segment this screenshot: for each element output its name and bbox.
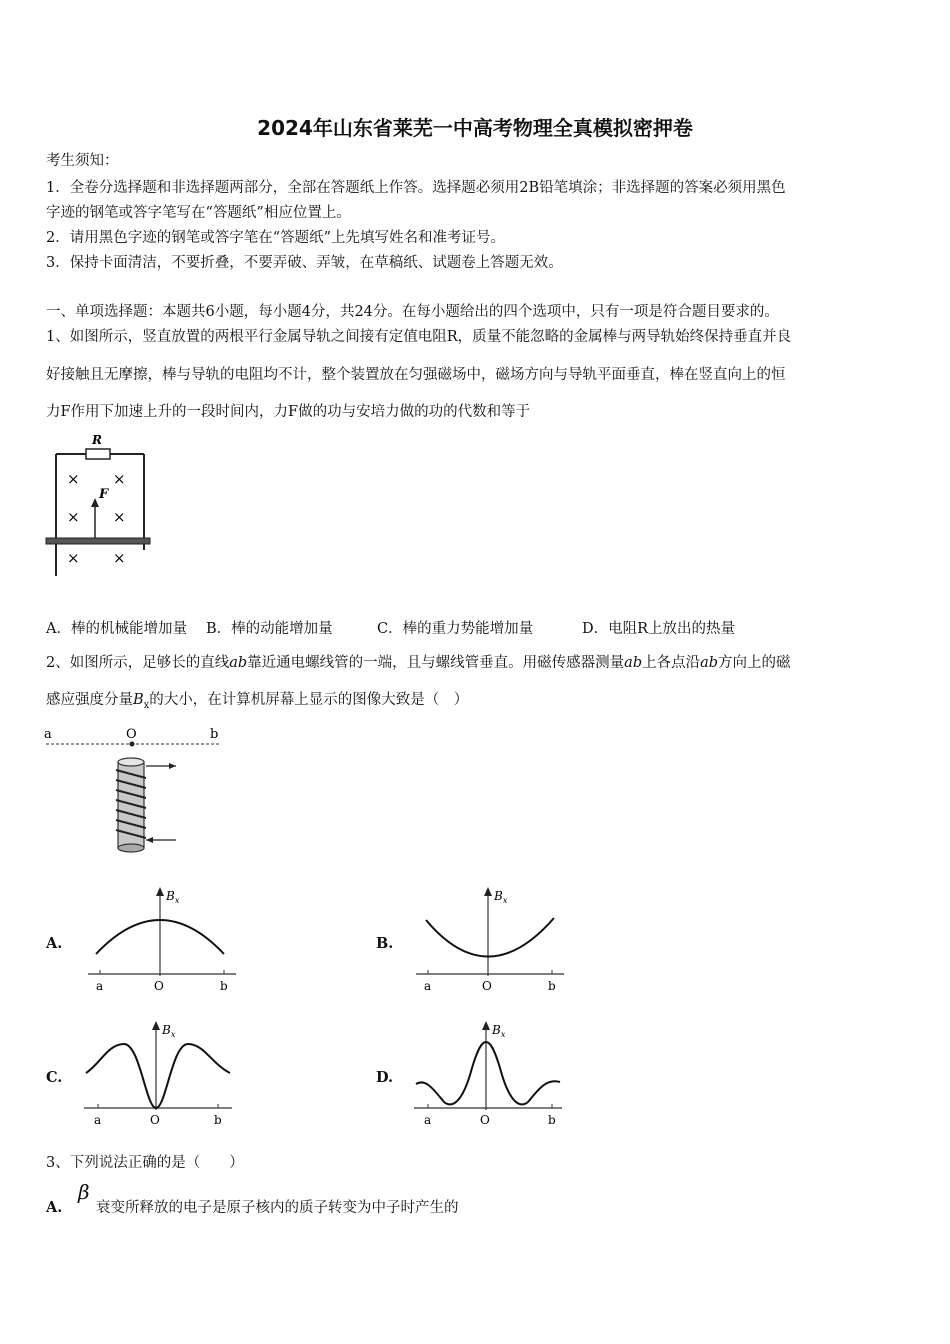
- tick-b: b: [214, 1113, 222, 1127]
- graph-b: [410, 884, 570, 996]
- notice-item-1: 1．全卷分选择题和非选择题两部分，全部在答题纸上作答。选择题必须用2B铅笔填涂；非选择题的答案必须用黑色: [46, 180, 786, 196]
- q2-option-c-label: C.: [46, 1069, 63, 1086]
- field-mark: ×: [113, 470, 126, 488]
- q1-line-3: 力F作用下加速上升的一段时间内，力F做的功与安培力做的功的代数和等于: [46, 404, 531, 420]
- tick-a: a: [94, 1113, 102, 1127]
- axis-label: $B_x$: [494, 889, 508, 905]
- page-title: 2024年山东省莱芜一中高考物理全真模拟密押卷: [257, 116, 693, 140]
- q1-line-2: 好接触且无摩擦，棒与导轨的电阻均不计，整个装置放在匀强磁场中，磁场方向与导轨平面垂直，棒在竖直向上的恒: [46, 367, 786, 383]
- notice-heading: 考生须知：: [46, 153, 119, 169]
- q1-option-d: D．电阻R上放出的热量: [582, 621, 736, 637]
- curve: [416, 1042, 560, 1104]
- q2-option-d-label: D.: [376, 1069, 394, 1086]
- field-mark: ×: [67, 508, 80, 526]
- tick-o: O: [154, 979, 164, 993]
- axis-label: $B_x$: [492, 1023, 506, 1039]
- tick-b: b: [548, 979, 556, 993]
- resistor-label: R: [92, 433, 102, 447]
- q3-option-a-label: A.: [46, 1199, 63, 1216]
- beta-symbol: β: [78, 1180, 90, 1204]
- tick-a: a: [424, 979, 432, 993]
- axis-label: $B_x$: [162, 1023, 176, 1039]
- curve: [86, 1044, 230, 1108]
- point-a-label: a: [44, 727, 52, 742]
- q3-option-a-text: 衰变所释放的电子是原子核内的质子转变为中子时产生的: [96, 1200, 459, 1216]
- section-heading: 一、单项选择题：本题共6小题，每小题4分，共24分。在每小题给出的四个选项中，只有一项是符合题目要求的。: [46, 304, 779, 320]
- q2-line-1: 2、如图所示，足够长的直线ab靠近通电螺线管的一端，且与螺线管垂直。用磁传感器测量ab上各点沿ab方向上的磁: [46, 655, 791, 671]
- resistor: [86, 449, 110, 459]
- field-mark: ×: [113, 508, 126, 526]
- q2-line-2: 感应强度分量$B_x$的大小，在计算机屏幕上显示的图像大致是（ ）: [46, 692, 469, 711]
- notice-item-2: 2．请用黑色字迹的钢笔或答字笔在“答题纸”上先填写姓名和准考证号。: [46, 230, 506, 246]
- graph-a: [82, 884, 242, 996]
- tick-o: O: [480, 1113, 490, 1127]
- q1-line-1: 1、如图所示，竖直放置的两根平行金属导轨之间接有定值电阻R，质量不能忽略的金属棒与两导轨始终保持垂直并良: [46, 329, 792, 345]
- q2-solenoid-figure: [40, 722, 240, 854]
- q3-question: 3、下列说法正确的是（ ）: [46, 1155, 244, 1171]
- tick-b: b: [548, 1113, 556, 1127]
- tick-o: O: [150, 1113, 160, 1127]
- tick-b: b: [220, 979, 228, 993]
- tick-o: O: [482, 979, 492, 993]
- field-mark: ×: [67, 470, 80, 488]
- force-label: F: [99, 487, 109, 502]
- tick-a: a: [424, 1113, 432, 1127]
- point-o-label: O: [126, 727, 137, 742]
- notice-item-1-cont: 字迹的钢笔或答字笔写在“答题纸”相应位置上。: [46, 205, 351, 221]
- field-mark: ×: [67, 549, 80, 567]
- axis-label: $B_x$: [166, 889, 180, 905]
- graph-d: [408, 1018, 568, 1130]
- point-b-label: b: [210, 727, 219, 742]
- q1-circuit-figure: [44, 432, 154, 578]
- q2-option-a-label: A.: [46, 935, 63, 952]
- curve: [426, 918, 554, 957]
- tick-a: a: [96, 979, 104, 993]
- q1-option-b: B．棒的动能增加量: [206, 621, 333, 637]
- q2-option-b-label: B.: [376, 935, 394, 952]
- field-mark: ×: [113, 549, 126, 567]
- notice-item-3: 3．保持卡面清洁，不要折叠，不要弄破、弄皱，在草稿纸、试题卷上答题无效。: [46, 255, 563, 271]
- graph-c: [78, 1018, 238, 1130]
- q1-option-c: C．棒的重力势能增加量: [377, 621, 534, 637]
- metal-rod: [46, 538, 150, 544]
- q1-option-a: A．棒的机械能增加量: [46, 621, 187, 637]
